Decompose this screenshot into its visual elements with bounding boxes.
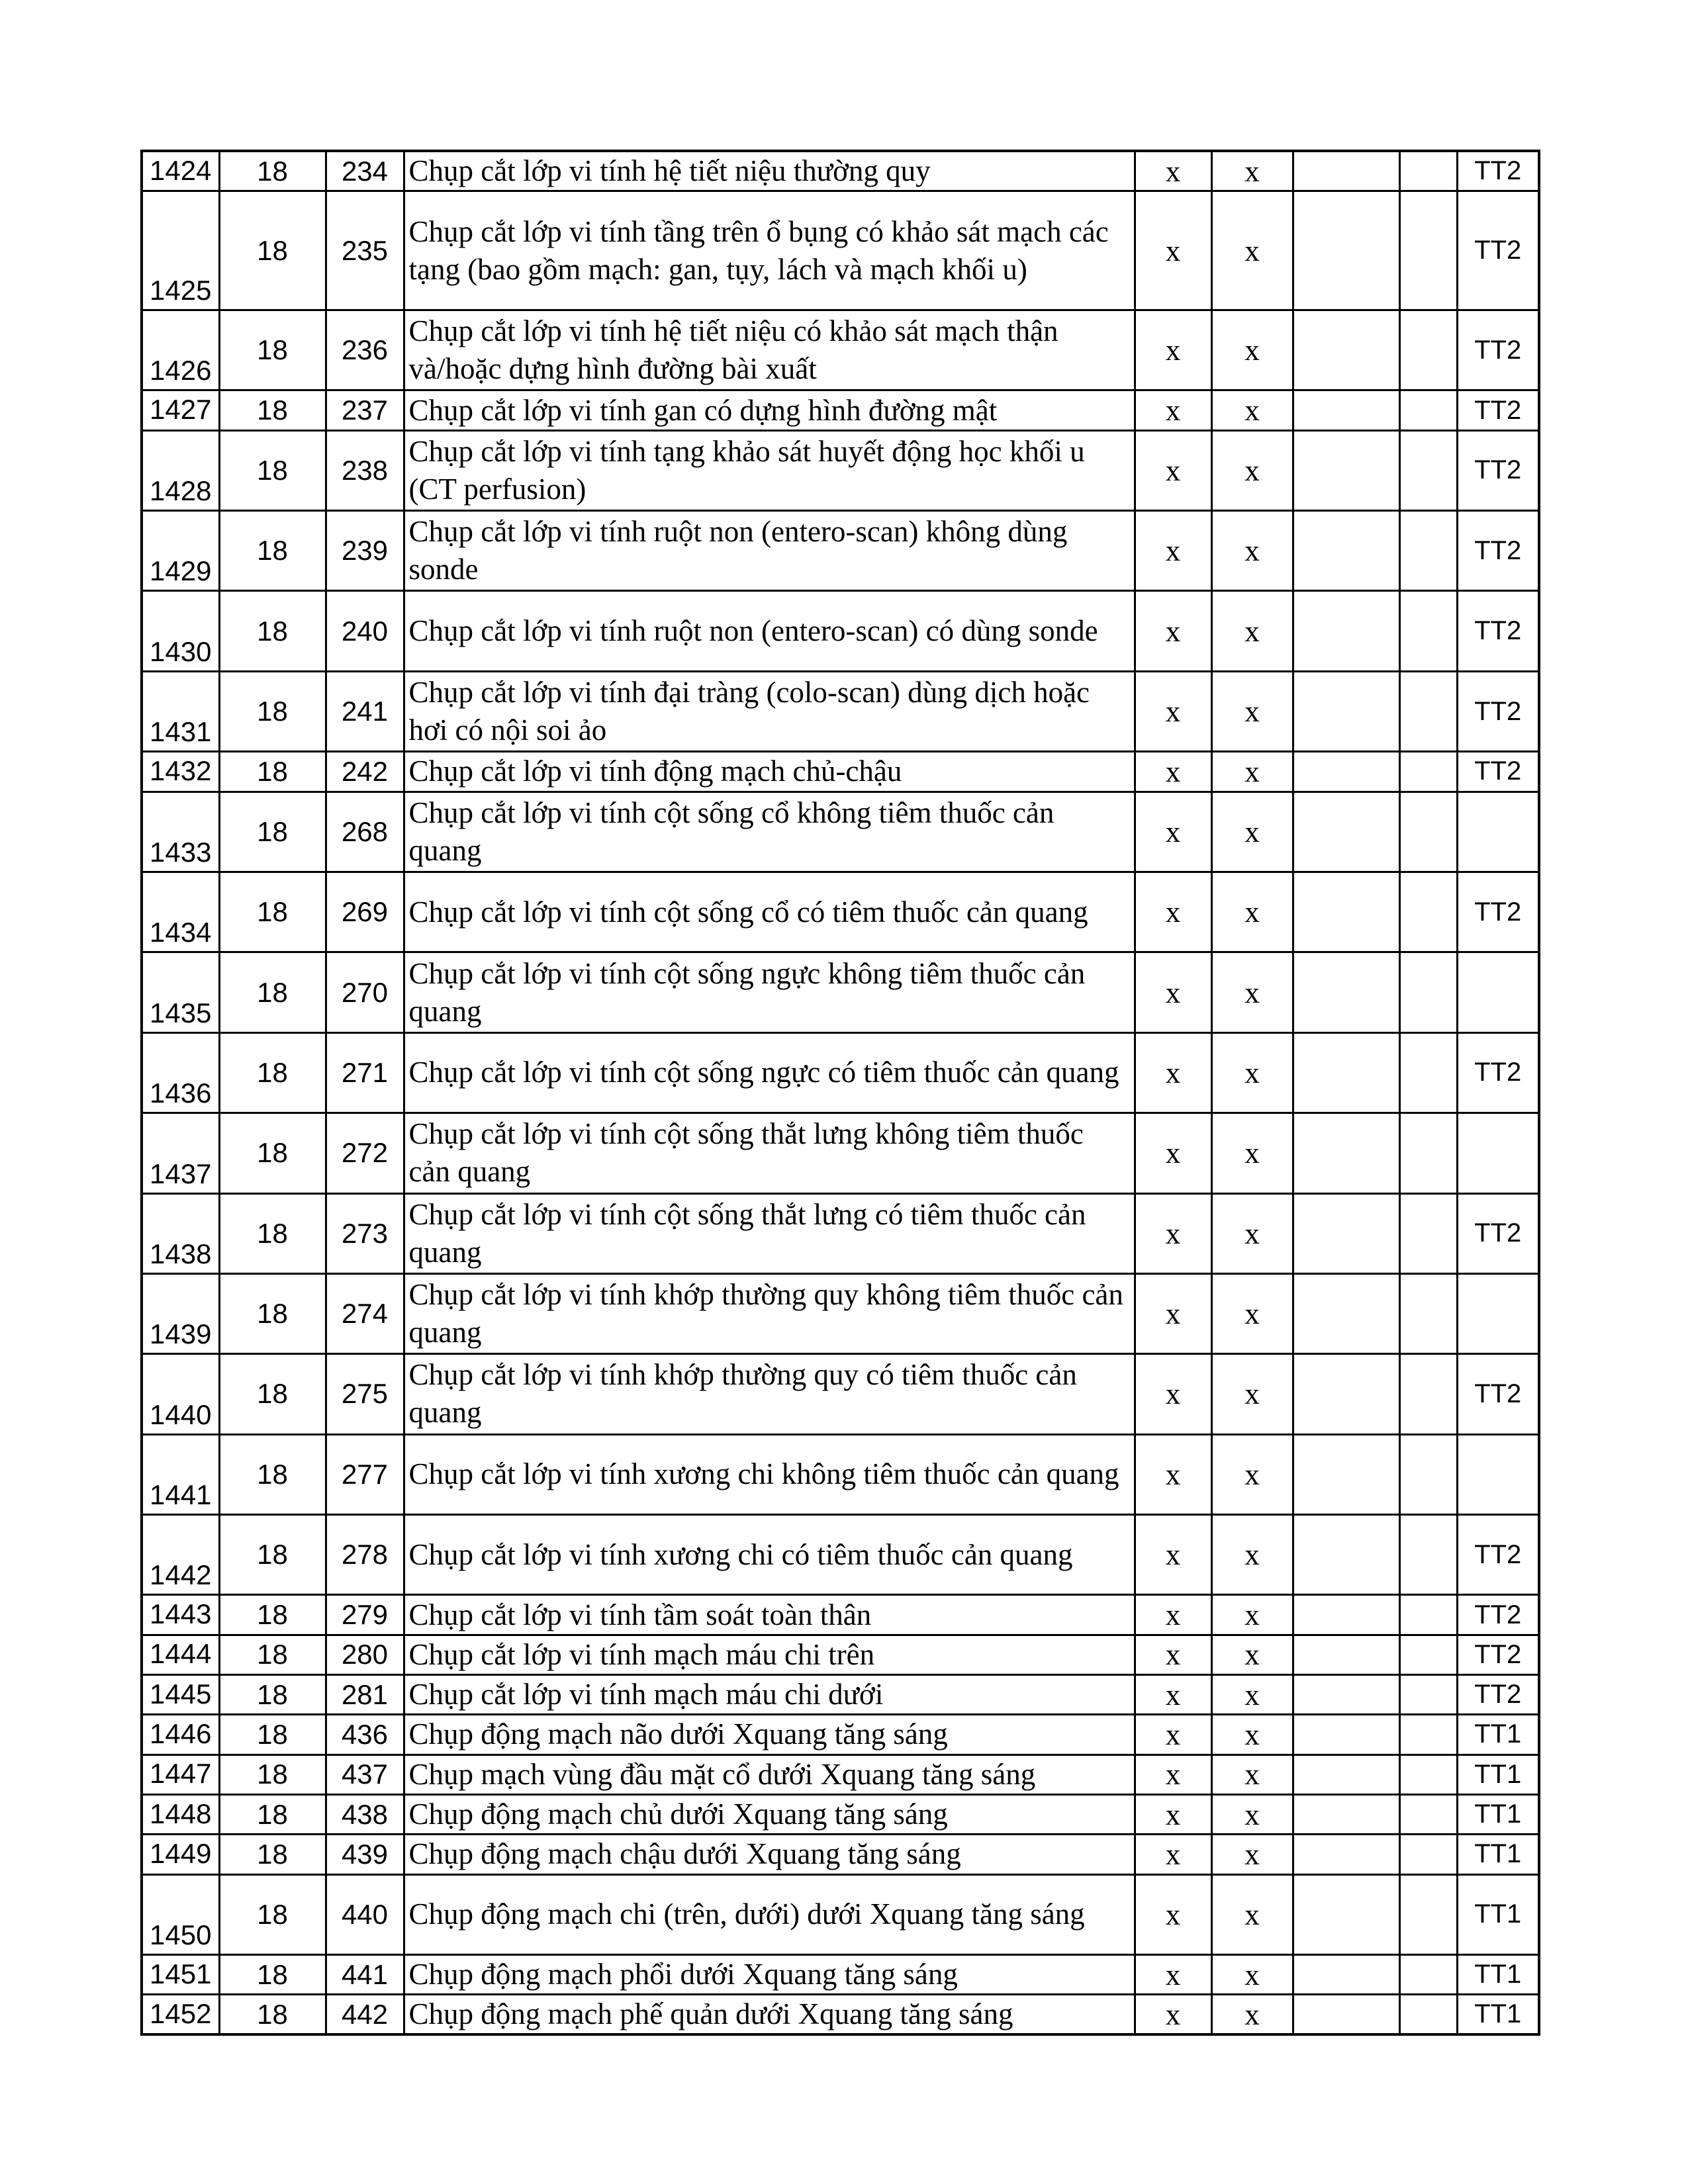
procedure-name-cell: Chụp cắt lớp vi tính xương chi không tiêm thuốc cản quang <box>404 1434 1135 1514</box>
code-cell: 269 <box>326 872 404 952</box>
code-cell: 274 <box>326 1273 404 1353</box>
table-row <box>142 1354 1539 1434</box>
tt-cell: TT2 <box>1457 511 1539 591</box>
procedure-name-cell: Chụp cắt lớp vi tính ruột non (entero-scan) có dùng sonde <box>404 591 1135 671</box>
chapter-cell: 18 <box>219 1835 326 1874</box>
mark-cell-d <box>1399 1954 1457 1994</box>
table-row <box>142 671 1539 751</box>
mark-cell-b: x <box>1211 1515 1293 1595</box>
tt-cell: TT2 <box>1457 390 1539 430</box>
code-cell: 236 <box>326 310 404 390</box>
row-number-cell: 1448 <box>142 1794 219 1834</box>
procedure-name-cell: Chụp cắt lớp vi tính hệ tiết niệu thường quy <box>404 151 1135 191</box>
mark-cell-d <box>1399 1715 1457 1754</box>
mark-cell-d <box>1399 151 1457 191</box>
table-row <box>142 1273 1539 1353</box>
chapter-cell: 18 <box>219 430 326 510</box>
table-row <box>142 872 1539 952</box>
mark-cell-c <box>1293 1995 1399 2035</box>
row-number-cell: 1450 <box>142 1874 219 1954</box>
mark-cell-d <box>1399 1635 1457 1674</box>
procedure-name-cell: Chụp cắt lớp vi tính đại tràng (colo-scan) dùng dịch hoặc hơi có nội soi ảo <box>404 671 1135 751</box>
tt-cell: TT1 <box>1457 1754 1539 1794</box>
mark-cell-c <box>1293 511 1399 591</box>
mark-cell-d <box>1399 511 1457 591</box>
chapter-cell: 18 <box>219 752 326 792</box>
row-number-cell: 1438 <box>142 1193 219 1273</box>
table-row <box>142 1032 1539 1113</box>
mark-cell-c <box>1293 390 1399 430</box>
row-number-cell: 1429 <box>142 511 219 591</box>
tt-cell: TT2 <box>1457 1515 1539 1595</box>
code-cell: 436 <box>326 1715 404 1754</box>
table-row <box>142 1995 1539 2035</box>
table-row <box>142 1715 1539 1754</box>
tt-cell <box>1457 792 1539 872</box>
code-cell: 239 <box>326 511 404 591</box>
code-cell: 241 <box>326 671 404 751</box>
mark-cell-a: x <box>1135 1675 1211 1715</box>
chapter-cell: 18 <box>219 1954 326 1994</box>
mark-cell-c <box>1293 1794 1399 1834</box>
mark-cell-b: x <box>1211 1794 1293 1834</box>
chapter-cell: 18 <box>219 591 326 671</box>
tt-cell: TT2 <box>1457 1032 1539 1113</box>
mark-cell-d <box>1399 872 1457 952</box>
row-number-cell: 1445 <box>142 1675 219 1715</box>
row-number-cell: 1447 <box>142 1754 219 1794</box>
tt-cell <box>1457 952 1539 1032</box>
chapter-cell: 18 <box>219 1595 326 1635</box>
mark-cell-b: x <box>1211 1032 1293 1113</box>
mark-cell-d <box>1399 1273 1457 1353</box>
row-number-cell: 1436 <box>142 1032 219 1113</box>
tt-cell <box>1457 1434 1539 1514</box>
tt-cell: TT1 <box>1457 1835 1539 1874</box>
mark-cell-a: x <box>1135 591 1211 671</box>
mark-cell-c <box>1293 872 1399 952</box>
mark-cell-a: x <box>1135 872 1211 952</box>
chapter-cell: 18 <box>219 1794 326 1834</box>
procedure-name-cell: Chụp cắt lớp vi tính tạng khảo sát huyết động học khối u (CT perfusion) <box>404 430 1135 510</box>
tt-cell: TT2 <box>1457 591 1539 671</box>
row-number-cell: 1424 <box>142 151 219 191</box>
mark-cell-b: x <box>1211 151 1293 191</box>
row-number-cell: 1440 <box>142 1354 219 1434</box>
procedure-name-cell: Chụp động mạch chậu dưới Xquang tăng sáng <box>404 1835 1135 1874</box>
table-row <box>142 1874 1539 1954</box>
mark-cell-b: x <box>1211 1754 1293 1794</box>
mark-cell-c <box>1293 1193 1399 1273</box>
tt-cell: TT1 <box>1457 1995 1539 2035</box>
chapter-cell: 18 <box>219 1675 326 1715</box>
mark-cell-d <box>1399 1113 1457 1193</box>
row-number-cell: 1435 <box>142 952 219 1032</box>
chapter-cell: 18 <box>219 1995 326 2035</box>
procedure-table <box>140 150 1540 2036</box>
mark-cell-b: x <box>1211 1675 1293 1715</box>
tt-cell <box>1457 1113 1539 1193</box>
mark-cell-c <box>1293 1675 1399 1715</box>
procedure-name-cell: Chụp cắt lớp vi tính động mạch chủ-chậu <box>404 752 1135 792</box>
mark-cell-b: x <box>1211 1995 1293 2035</box>
mark-cell-a: x <box>1135 1874 1211 1954</box>
row-number-cell: 1425 <box>142 191 219 310</box>
code-cell: 275 <box>326 1354 404 1434</box>
mark-cell-a: x <box>1135 310 1211 390</box>
mark-cell-b: x <box>1211 792 1293 872</box>
procedure-name-cell: Chụp cắt lớp vi tính cột sống ngực không tiêm thuốc cản quang <box>404 952 1135 1032</box>
mark-cell-c <box>1293 1835 1399 1874</box>
mark-cell-a: x <box>1135 1595 1211 1635</box>
chapter-cell: 18 <box>219 390 326 430</box>
mark-cell-d <box>1399 671 1457 751</box>
procedure-name-cell: Chụp động mạch não dưới Xquang tăng sáng <box>404 1715 1135 1754</box>
mark-cell-a: x <box>1135 1715 1211 1754</box>
code-cell: 268 <box>326 792 404 872</box>
mark-cell-b: x <box>1211 1595 1293 1635</box>
mark-cell-d <box>1399 1595 1457 1635</box>
code-cell: 272 <box>326 1113 404 1193</box>
mark-cell-b: x <box>1211 1113 1293 1193</box>
chapter-cell: 18 <box>219 1354 326 1434</box>
row-number-cell: 1449 <box>142 1835 219 1874</box>
row-number-cell: 1441 <box>142 1434 219 1514</box>
mark-cell-d <box>1399 430 1457 510</box>
table-row <box>142 752 1539 792</box>
mark-cell-c <box>1293 1032 1399 1113</box>
table-row <box>142 1675 1539 1715</box>
row-number-cell: 1433 <box>142 792 219 872</box>
mark-cell-d <box>1399 792 1457 872</box>
code-cell: 438 <box>326 1794 404 1834</box>
chapter-cell: 18 <box>219 1754 326 1794</box>
mark-cell-d <box>1399 1193 1457 1273</box>
mark-cell-b: x <box>1211 1354 1293 1434</box>
mark-cell-d <box>1399 752 1457 792</box>
mark-cell-c <box>1293 1434 1399 1514</box>
procedure-name-cell: Chụp cắt lớp vi tính xương chi có tiêm thuốc cản quang <box>404 1515 1135 1595</box>
table-row <box>142 952 1539 1032</box>
mark-cell-a: x <box>1135 1193 1211 1273</box>
table-row <box>142 1635 1539 1674</box>
mark-cell-a: x <box>1135 671 1211 751</box>
code-cell: 440 <box>326 1874 404 1954</box>
table-row <box>142 430 1539 510</box>
code-cell: 442 <box>326 1995 404 2035</box>
mark-cell-c <box>1293 1635 1399 1674</box>
procedure-name-cell: Chụp cắt lớp vi tính hệ tiết niệu có khảo sát mạch thận và/hoặc dựng hình đường bài xuất <box>404 310 1135 390</box>
mark-cell-c <box>1293 151 1399 191</box>
mark-cell-a: x <box>1135 1032 1211 1113</box>
mark-cell-d <box>1399 591 1457 671</box>
code-cell: 270 <box>326 952 404 1032</box>
mark-cell-c <box>1293 1754 1399 1794</box>
mark-cell-c <box>1293 1954 1399 1994</box>
tt-cell: TT2 <box>1457 671 1539 751</box>
mark-cell-c <box>1293 792 1399 872</box>
procedure-name-cell: Chụp cắt lớp vi tính ruột non (entero-scan) không dùng sonde <box>404 511 1135 591</box>
code-cell: 242 <box>326 752 404 792</box>
procedure-name-cell: Chụp cắt lớp vi tính tầng trên ổ bụng có khảo sát mạch các tạng (bao gồm mạch: gan, tụy, lách và mạch khối u) <box>404 191 1135 310</box>
mark-cell-b: x <box>1211 752 1293 792</box>
mark-cell-a: x <box>1135 1635 1211 1674</box>
mark-cell-d <box>1399 1754 1457 1794</box>
mark-cell-b: x <box>1211 1874 1293 1954</box>
mark-cell-d <box>1399 310 1457 390</box>
mark-cell-c <box>1293 671 1399 751</box>
mark-cell-d <box>1399 1434 1457 1514</box>
tt-cell: TT2 <box>1457 151 1539 191</box>
mark-cell-a: x <box>1135 430 1211 510</box>
mark-cell-a: x <box>1135 952 1211 1032</box>
procedure-name-cell: Chụp cắt lớp vi tính khớp thường quy có tiêm thuốc cản quang <box>404 1354 1135 1434</box>
code-cell: 235 <box>326 191 404 310</box>
tt-cell: TT2 <box>1457 1595 1539 1635</box>
mark-cell-a: x <box>1135 1995 1211 2035</box>
mark-cell-a: x <box>1135 151 1211 191</box>
tt-cell: TT2 <box>1457 1193 1539 1273</box>
tt-cell: TT2 <box>1457 1354 1539 1434</box>
mark-cell-b: x <box>1211 952 1293 1032</box>
mark-cell-c <box>1293 752 1399 792</box>
mark-cell-a: x <box>1135 1273 1211 1353</box>
mark-cell-a: x <box>1135 191 1211 310</box>
code-cell: 240 <box>326 591 404 671</box>
mark-cell-c <box>1293 1113 1399 1193</box>
row-number-cell: 1442 <box>142 1515 219 1595</box>
tt-cell: TT2 <box>1457 1635 1539 1674</box>
tt-cell: TT2 <box>1457 310 1539 390</box>
table-row <box>142 1113 1539 1193</box>
row-number-cell: 1452 <box>142 1995 219 2035</box>
table-row <box>142 1954 1539 1994</box>
mark-cell-a: x <box>1135 1515 1211 1595</box>
tt-cell: TT1 <box>1457 1794 1539 1834</box>
code-cell: 237 <box>326 390 404 430</box>
tt-cell: TT2 <box>1457 430 1539 510</box>
procedure-name-cell: Chụp cắt lớp vi tính cột sống cổ có tiêm thuốc cản quang <box>404 872 1135 952</box>
tt-cell: TT1 <box>1457 1954 1539 1994</box>
chapter-cell: 18 <box>219 1874 326 1954</box>
code-cell: 273 <box>326 1193 404 1273</box>
chapter-cell: 18 <box>219 1273 326 1353</box>
mark-cell-c <box>1293 1273 1399 1353</box>
mark-cell-b: x <box>1211 1954 1293 1994</box>
mark-cell-c <box>1293 1354 1399 1434</box>
mark-cell-d <box>1399 952 1457 1032</box>
table-row <box>142 1434 1539 1514</box>
mark-cell-a: x <box>1135 1434 1211 1514</box>
procedure-name-cell: Chụp cắt lớp vi tính cột sống thắt lưng có tiêm thuốc cản quang <box>404 1193 1135 1273</box>
table-body <box>142 151 1539 2034</box>
procedure-name-cell: Chụp động mạch phổi dưới Xquang tăng sáng <box>404 1954 1135 1994</box>
chapter-cell: 18 <box>219 310 326 390</box>
mark-cell-d <box>1399 1354 1457 1434</box>
table-row <box>142 390 1539 430</box>
procedure-name-cell: Chụp cắt lớp vi tính cột sống thắt lưng không tiêm thuốc cản quang <box>404 1113 1135 1193</box>
mark-cell-b: x <box>1211 872 1293 952</box>
mark-cell-d <box>1399 390 1457 430</box>
table-row <box>142 511 1539 591</box>
table-row <box>142 1754 1539 1794</box>
mark-cell-b: x <box>1211 191 1293 310</box>
mark-cell-c <box>1293 591 1399 671</box>
code-cell: 441 <box>326 1954 404 1994</box>
code-cell: 437 <box>326 1754 404 1794</box>
row-number-cell: 1443 <box>142 1595 219 1635</box>
tt-cell: TT1 <box>1457 1715 1539 1754</box>
mark-cell-a: x <box>1135 1835 1211 1874</box>
mark-cell-c <box>1293 1874 1399 1954</box>
mark-cell-c <box>1293 191 1399 310</box>
mark-cell-b: x <box>1211 671 1293 751</box>
row-number-cell: 1446 <box>142 1715 219 1754</box>
mark-cell-d <box>1399 1515 1457 1595</box>
procedure-name-cell: Chụp cắt lớp vi tính mạch máu chi trên <box>404 1635 1135 1674</box>
chapter-cell: 18 <box>219 151 326 191</box>
code-cell: 234 <box>326 151 404 191</box>
row-number-cell: 1439 <box>142 1273 219 1353</box>
tt-cell: TT2 <box>1457 191 1539 310</box>
row-number-cell: 1444 <box>142 1635 219 1674</box>
mark-cell-a: x <box>1135 792 1211 872</box>
table-row <box>142 1835 1539 1874</box>
mark-cell-a: x <box>1135 511 1211 591</box>
mark-cell-b: x <box>1211 430 1293 510</box>
mark-cell-b: x <box>1211 511 1293 591</box>
mark-cell-d <box>1399 1995 1457 2035</box>
mark-cell-b: x <box>1211 1715 1293 1754</box>
table-row <box>142 591 1539 671</box>
mark-cell-b: x <box>1211 1835 1293 1874</box>
mark-cell-d <box>1399 1794 1457 1834</box>
table-row <box>142 1193 1539 1273</box>
code-cell: 279 <box>326 1595 404 1635</box>
chapter-cell: 18 <box>219 671 326 751</box>
table-row <box>142 191 1539 310</box>
mark-cell-d <box>1399 1675 1457 1715</box>
procedure-name-cell: Chụp cắt lớp vi tính cột sống cổ không tiêm thuốc cản quang <box>404 792 1135 872</box>
code-cell: 238 <box>326 430 404 510</box>
procedure-name-cell: Chụp động mạch chi (trên, dưới) dưới Xquang tăng sáng <box>404 1874 1135 1954</box>
mark-cell-c <box>1293 952 1399 1032</box>
chapter-cell: 18 <box>219 1032 326 1113</box>
mark-cell-a: x <box>1135 1754 1211 1794</box>
code-cell: 278 <box>326 1515 404 1595</box>
code-cell: 281 <box>326 1675 404 1715</box>
procedure-name-cell: Chụp cắt lớp vi tính khớp thường quy không tiêm thuốc cản quang <box>404 1273 1135 1353</box>
chapter-cell: 18 <box>219 191 326 310</box>
mark-cell-b: x <box>1211 591 1293 671</box>
tt-cell: TT2 <box>1457 1675 1539 1715</box>
mark-cell-c <box>1293 430 1399 510</box>
tt-cell: TT1 <box>1457 1874 1539 1954</box>
mark-cell-b: x <box>1211 1193 1293 1273</box>
code-cell: 277 <box>326 1434 404 1514</box>
mark-cell-d <box>1399 1835 1457 1874</box>
mark-cell-c <box>1293 1595 1399 1635</box>
table-row <box>142 1794 1539 1834</box>
mark-cell-a: x <box>1135 1354 1211 1434</box>
mark-cell-c <box>1293 310 1399 390</box>
mark-cell-b: x <box>1211 310 1293 390</box>
code-cell: 271 <box>326 1032 404 1113</box>
chapter-cell: 18 <box>219 511 326 591</box>
chapter-cell: 18 <box>219 1515 326 1595</box>
mark-cell-b: x <box>1211 390 1293 430</box>
chapter-cell: 18 <box>219 1193 326 1273</box>
mark-cell-a: x <box>1135 1113 1211 1193</box>
procedure-name-cell: Chụp cắt lớp vi tính cột sống ngực có tiêm thuốc cản quang <box>404 1032 1135 1113</box>
mark-cell-d <box>1399 191 1457 310</box>
procedure-name-cell: Chụp động mạch chủ dưới Xquang tăng sáng <box>404 1794 1135 1834</box>
mark-cell-a: x <box>1135 390 1211 430</box>
table-row <box>142 792 1539 872</box>
mark-cell-a: x <box>1135 752 1211 792</box>
tt-cell: TT2 <box>1457 752 1539 792</box>
row-number-cell: 1434 <box>142 872 219 952</box>
chapter-cell: 18 <box>219 1635 326 1674</box>
mark-cell-b: x <box>1211 1635 1293 1674</box>
mark-cell-b: x <box>1211 1273 1293 1353</box>
row-number-cell: 1428 <box>142 430 219 510</box>
row-number-cell: 1451 <box>142 1954 219 1994</box>
table-row <box>142 1515 1539 1595</box>
procedure-name-cell: Chụp động mạch phế quản dưới Xquang tăng sáng <box>404 1995 1135 2035</box>
mark-cell-a: x <box>1135 1794 1211 1834</box>
mark-cell-d <box>1399 1874 1457 1954</box>
row-number-cell: 1427 <box>142 390 219 430</box>
mark-cell-c <box>1293 1715 1399 1754</box>
chapter-cell: 18 <box>219 1113 326 1193</box>
procedure-name-cell: Chụp cắt lớp vi tính mạch máu chi dưới <box>404 1675 1135 1715</box>
code-cell: 439 <box>326 1835 404 1874</box>
chapter-cell: 18 <box>219 1434 326 1514</box>
code-cell: 280 <box>326 1635 404 1674</box>
row-number-cell: 1426 <box>142 310 219 390</box>
chapter-cell: 18 <box>219 1715 326 1754</box>
procedure-name-cell: Chụp mạch vùng đầu mặt cổ dưới Xquang tăng sáng <box>404 1754 1135 1794</box>
table-row <box>142 310 1539 390</box>
row-number-cell: 1437 <box>142 1113 219 1193</box>
mark-cell-c <box>1293 1515 1399 1595</box>
chapter-cell: 18 <box>219 792 326 872</box>
row-number-cell: 1430 <box>142 591 219 671</box>
chapter-cell: 18 <box>219 952 326 1032</box>
table-row <box>142 1595 1539 1635</box>
chapter-cell: 18 <box>219 872 326 952</box>
tt-cell: TT2 <box>1457 872 1539 952</box>
procedure-name-cell: Chụp cắt lớp vi tính gan có dựng hình đường mật <box>404 390 1135 430</box>
mark-cell-b: x <box>1211 1434 1293 1514</box>
mark-cell-d <box>1399 1032 1457 1113</box>
row-number-cell: 1431 <box>142 671 219 751</box>
table-row <box>142 151 1539 191</box>
mark-cell-a: x <box>1135 1954 1211 1994</box>
row-number-cell: 1432 <box>142 752 219 792</box>
tt-cell <box>1457 1273 1539 1353</box>
procedure-name-cell: Chụp cắt lớp vi tính tầm soát toàn thân <box>404 1595 1135 1635</box>
